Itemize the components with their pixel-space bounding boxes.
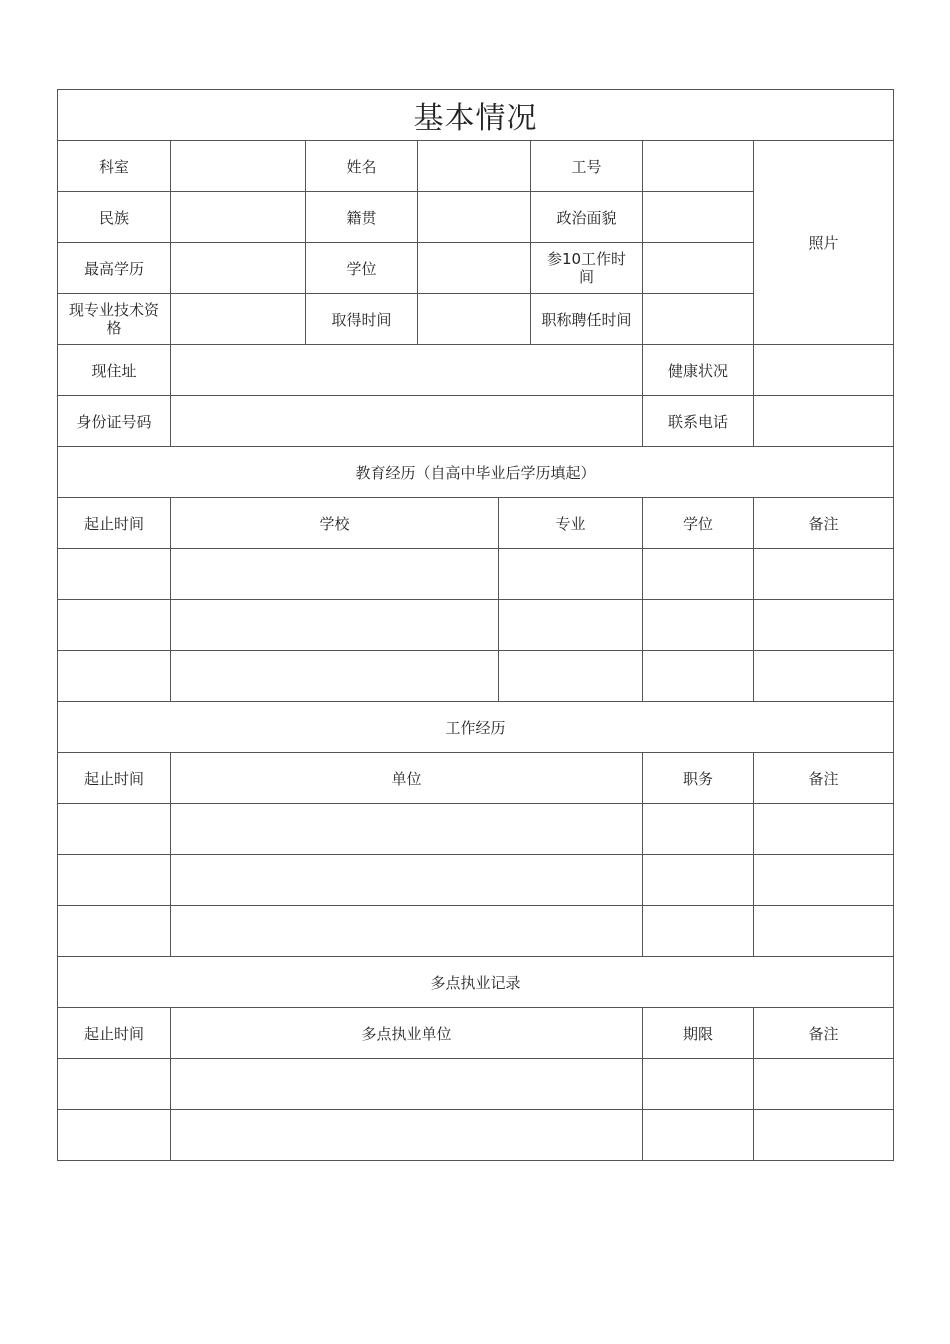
education-major-cell[interactable] bbox=[499, 600, 643, 651]
field-employee-id[interactable] bbox=[643, 141, 754, 192]
field-phone[interactable] bbox=[754, 396, 894, 447]
education-major-cell[interactable] bbox=[499, 651, 643, 702]
field-department[interactable] bbox=[171, 141, 306, 192]
field-political-status[interactable] bbox=[643, 192, 754, 243]
education-degree-cell[interactable] bbox=[643, 549, 754, 600]
multi-site-header-term: 期限 bbox=[643, 1008, 754, 1059]
label-phone: 联系电话 bbox=[643, 396, 754, 447]
label-tech-qualification bbox=[58, 294, 171, 345]
multi-site-unit-cell[interactable] bbox=[171, 1110, 643, 1161]
multi-site-term-cell[interactable] bbox=[643, 1059, 754, 1110]
label-highest-education: 最高学历 bbox=[58, 243, 171, 294]
title-row bbox=[58, 90, 894, 141]
work-header-period: 起止时间 bbox=[58, 753, 171, 804]
education-header-major: 专业 bbox=[499, 498, 643, 549]
label-political-status: 政治面貌 bbox=[531, 192, 643, 243]
education-header-period: 起止时间 bbox=[58, 498, 171, 549]
field-title-appoint-time[interactable] bbox=[643, 294, 754, 345]
work-header-remarks: 备注 bbox=[754, 753, 894, 804]
education-row bbox=[58, 600, 894, 651]
field-health[interactable] bbox=[754, 345, 894, 396]
label-health: 健康状况 bbox=[643, 345, 754, 396]
education-header-remarks: 备注 bbox=[754, 498, 894, 549]
label-department: 科室 bbox=[58, 141, 171, 192]
education-remarks-cell[interactable] bbox=[754, 600, 894, 651]
label-employee-id: 工号 bbox=[531, 141, 643, 192]
multi-site-unit-cell[interactable] bbox=[171, 1059, 643, 1110]
multi-site-header-period: 起止时间 bbox=[58, 1008, 171, 1059]
education-header-row bbox=[58, 498, 894, 549]
field-obtain-time[interactable] bbox=[418, 294, 531, 345]
education-degree-cell[interactable] bbox=[643, 651, 754, 702]
work-period-cell[interactable] bbox=[58, 855, 171, 906]
basic-row-1 bbox=[58, 141, 894, 192]
work-employer-cell[interactable] bbox=[171, 855, 643, 906]
multi-site-section-title: 多点执业记录 bbox=[58, 957, 894, 1008]
work-row bbox=[58, 855, 894, 906]
multi-site-header-unit: 多点执业单位 bbox=[171, 1008, 643, 1059]
field-tech-qualification[interactable] bbox=[171, 294, 306, 345]
education-school-cell[interactable] bbox=[171, 549, 499, 600]
field-id-number[interactable] bbox=[171, 396, 643, 447]
education-degree-cell[interactable] bbox=[643, 600, 754, 651]
education-period-cell[interactable] bbox=[58, 651, 171, 702]
personnel-info-form bbox=[57, 89, 894, 1161]
work-remarks-cell[interactable] bbox=[754, 804, 894, 855]
form-title: 基本情况 bbox=[58, 90, 894, 141]
multi-site-header-row bbox=[58, 1008, 894, 1059]
work-period-cell[interactable] bbox=[58, 906, 171, 957]
photo-cell[interactable]: 照片 bbox=[754, 141, 894, 345]
work-position-cell[interactable] bbox=[643, 855, 754, 906]
label-work-start-time bbox=[531, 243, 643, 294]
multi-site-header-remarks: 备注 bbox=[754, 1008, 894, 1059]
id-row bbox=[58, 396, 894, 447]
education-period-cell[interactable] bbox=[58, 549, 171, 600]
education-period-cell[interactable] bbox=[58, 600, 171, 651]
education-header-degree: 学位 bbox=[643, 498, 754, 549]
label-address: 现住址 bbox=[58, 345, 171, 396]
label-id-number: 身份证号码 bbox=[58, 396, 171, 447]
field-native-place[interactable] bbox=[418, 192, 531, 243]
label-native-place: 籍贯 bbox=[306, 192, 418, 243]
label-name: 姓名 bbox=[306, 141, 418, 192]
work-header-position: 职务 bbox=[643, 753, 754, 804]
field-work-start-time[interactable] bbox=[643, 243, 754, 294]
multi-site-row bbox=[58, 1059, 894, 1110]
work-header-row bbox=[58, 753, 894, 804]
label-ethnicity: 民族 bbox=[58, 192, 171, 243]
multi-site-period-cell[interactable] bbox=[58, 1110, 171, 1161]
education-school-cell[interactable] bbox=[171, 600, 499, 651]
multi-site-remarks-cell[interactable] bbox=[754, 1059, 894, 1110]
education-remarks-cell[interactable] bbox=[754, 549, 894, 600]
work-title-row bbox=[58, 702, 894, 753]
field-name[interactable] bbox=[418, 141, 531, 192]
multi-site-title-row bbox=[58, 957, 894, 1008]
work-remarks-cell[interactable] bbox=[754, 855, 894, 906]
multi-site-row bbox=[58, 1110, 894, 1161]
multi-site-remarks-cell[interactable] bbox=[754, 1110, 894, 1161]
label-obtain-time: 取得时间 bbox=[306, 294, 418, 345]
work-employer-cell[interactable] bbox=[171, 804, 643, 855]
education-section-title: 教育经历（自高中毕业后学历填起） bbox=[58, 447, 894, 498]
education-row bbox=[58, 651, 894, 702]
field-degree[interactable] bbox=[418, 243, 531, 294]
label-degree: 学位 bbox=[306, 243, 418, 294]
work-section-title: 工作经历 bbox=[58, 702, 894, 753]
education-school-cell[interactable] bbox=[171, 651, 499, 702]
work-remarks-cell[interactable] bbox=[754, 906, 894, 957]
education-header-school: 学校 bbox=[171, 498, 499, 549]
label-tech-qualification-text: 现专业技术资格 bbox=[69, 301, 160, 337]
work-employer-cell[interactable] bbox=[171, 906, 643, 957]
multi-site-term-cell[interactable] bbox=[643, 1110, 754, 1161]
field-address[interactable] bbox=[171, 345, 643, 396]
education-major-cell[interactable] bbox=[499, 549, 643, 600]
label-work-start-time-text: 参10工作时间 bbox=[546, 250, 627, 286]
work-position-cell[interactable] bbox=[643, 906, 754, 957]
address-row bbox=[58, 345, 894, 396]
education-row bbox=[58, 549, 894, 600]
work-header-employer: 单位 bbox=[171, 753, 643, 804]
work-period-cell[interactable] bbox=[58, 804, 171, 855]
education-remarks-cell[interactable] bbox=[754, 651, 894, 702]
work-row bbox=[58, 804, 894, 855]
field-highest-education[interactable] bbox=[171, 243, 306, 294]
work-row bbox=[58, 906, 894, 957]
education-title-row bbox=[58, 447, 894, 498]
label-title-appoint-time: 职称聘任时间 bbox=[531, 294, 643, 345]
field-ethnicity[interactable] bbox=[171, 192, 306, 243]
work-position-cell[interactable] bbox=[643, 804, 754, 855]
multi-site-period-cell[interactable] bbox=[58, 1059, 171, 1110]
